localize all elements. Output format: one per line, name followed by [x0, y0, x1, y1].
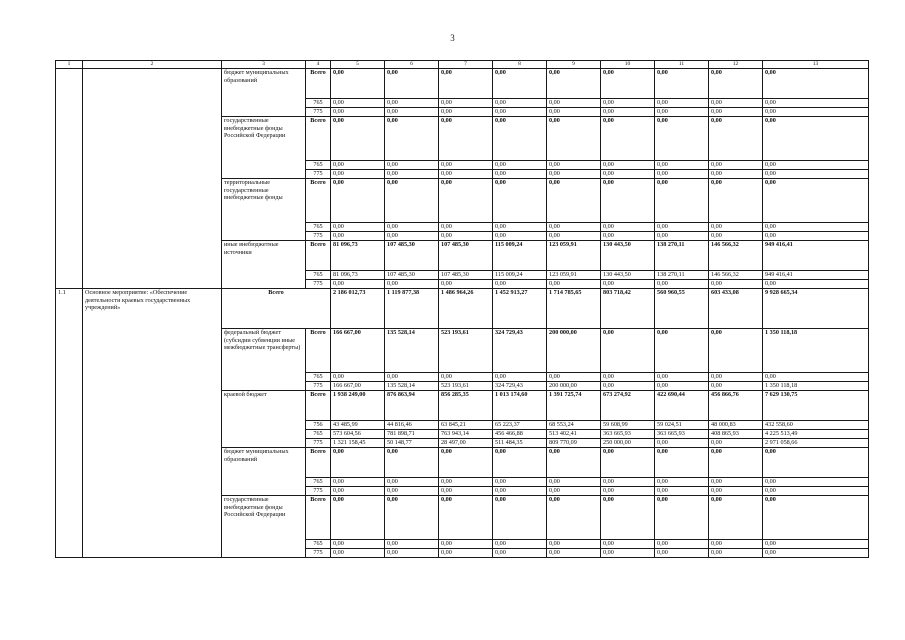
- amount-cell: 0,00: [655, 99, 709, 108]
- amount-cell: 363 665,93: [655, 430, 709, 439]
- amount-cell: 0,00: [763, 117, 869, 161]
- amount-cell: 0,00: [601, 117, 655, 161]
- budget-code-cell: 765: [306, 540, 331, 549]
- amount-cell: 166 667,00: [331, 382, 385, 391]
- amount-cell: 0,00: [601, 540, 655, 549]
- budget-code-cell: Всего: [306, 329, 331, 373]
- budget-code-cell: Всего: [306, 496, 331, 540]
- amount-cell: 560 960,55: [655, 289, 709, 329]
- amount-cell: 0,00: [601, 329, 655, 373]
- amount-cell: 0,00: [385, 280, 439, 289]
- amount-cell: 0,00: [547, 69, 601, 99]
- amount-cell: 1 938 249,00: [331, 391, 385, 421]
- budget-code-cell: Всего: [306, 241, 331, 271]
- budget-code-cell: Всего: [306, 179, 331, 223]
- column-number-header: 2: [83, 61, 222, 69]
- amount-cell: 0,00: [331, 223, 385, 232]
- amount-cell: 0,00: [331, 170, 385, 179]
- amount-cell: 432 558,60: [763, 421, 869, 430]
- budget-code-cell: 756: [306, 421, 331, 430]
- budget-code-cell: 775: [306, 280, 331, 289]
- amount-cell: 0,00: [331, 179, 385, 223]
- amount-cell: 123 059,91: [547, 241, 601, 271]
- amount-cell: 876 863,94: [385, 391, 439, 421]
- amount-cell: 0,00: [763, 99, 869, 108]
- funding-source-cell: бюджет муниципальных образований: [222, 69, 306, 117]
- budget-code-cell: 765: [306, 373, 331, 382]
- amount-cell: 0,00: [331, 69, 385, 99]
- budget-code-cell: 765: [306, 99, 331, 108]
- amount-cell: 0,00: [709, 232, 763, 241]
- amount-cell: 0,00: [493, 117, 547, 161]
- amount-cell: 0,00: [547, 223, 601, 232]
- amount-cell: 0,00: [547, 448, 601, 478]
- amount-cell: 0,00: [709, 329, 763, 373]
- amount-cell: 138 270,11: [655, 271, 709, 280]
- amount-cell: 673 274,92: [601, 391, 655, 421]
- amount-cell: 107 485,30: [439, 271, 493, 280]
- amount-cell: 0,00: [439, 487, 493, 496]
- amount-cell: 0,00: [493, 540, 547, 549]
- amount-cell: 856 285,35: [439, 391, 493, 421]
- amount-cell: 456 866,76: [709, 391, 763, 421]
- event-total-label: Всего: [222, 289, 331, 329]
- amount-cell: 0,00: [439, 373, 493, 382]
- amount-cell: 0,00: [493, 69, 547, 99]
- amount-cell: 0,00: [709, 540, 763, 549]
- amount-cell: 0,00: [331, 108, 385, 117]
- amount-cell: 0,00: [385, 108, 439, 117]
- amount-cell: 0,00: [763, 487, 869, 496]
- amount-cell: 0,00: [601, 373, 655, 382]
- funding-source-cell: федеральный бюджет (субсидии субвенции иные межбюджетные трансферты): [222, 329, 306, 391]
- amount-cell: 0,00: [439, 179, 493, 223]
- amount-cell: 0,00: [331, 478, 385, 487]
- amount-cell: 0,00: [655, 448, 709, 478]
- amount-cell: 0,00: [655, 108, 709, 117]
- amount-cell: 803 718,42: [601, 289, 655, 329]
- amount-cell: 50 148,77: [385, 439, 439, 448]
- amount-cell: 0,00: [763, 69, 869, 99]
- amount-cell: 0,00: [655, 373, 709, 382]
- budget-table: [55, 60, 869, 558]
- amount-cell: 0,00: [385, 69, 439, 99]
- amount-cell: 949 416,41: [763, 271, 869, 280]
- amount-cell: 0,00: [601, 232, 655, 241]
- amount-cell: 0,00: [439, 448, 493, 478]
- amount-cell: 0,00: [655, 549, 709, 558]
- amount-cell: 0,00: [601, 99, 655, 108]
- amount-cell: 0,00: [709, 108, 763, 117]
- page-number: 3: [450, 33, 455, 43]
- amount-cell: 2 186 012,73: [331, 289, 385, 329]
- amount-cell: 0,00: [709, 373, 763, 382]
- budget-code-cell: 765: [306, 478, 331, 487]
- amount-cell: 28 497,00: [439, 439, 493, 448]
- budget-code-cell: 765: [306, 161, 331, 170]
- amount-cell: 0,00: [547, 232, 601, 241]
- amount-cell: 324 729,43: [493, 382, 547, 391]
- amount-cell: 0,00: [547, 540, 601, 549]
- amount-cell: 166 667,00: [331, 329, 385, 373]
- column-number-header: 4: [306, 61, 331, 69]
- amount-cell: 0,00: [763, 179, 869, 223]
- amount-cell: 0,00: [439, 280, 493, 289]
- amount-cell: 0,00: [709, 478, 763, 487]
- amount-cell: 0,00: [601, 478, 655, 487]
- amount-cell: 0,00: [763, 540, 869, 549]
- amount-cell: 4 225 513,49: [763, 430, 869, 439]
- amount-cell: 0,00: [331, 487, 385, 496]
- amount-cell: 0,00: [385, 170, 439, 179]
- amount-cell: 43 485,99: [331, 421, 385, 430]
- amount-cell: 138 270,11: [655, 241, 709, 271]
- amount-cell: 573 604,56: [331, 430, 385, 439]
- amount-cell: 130 443,50: [601, 271, 655, 280]
- amount-cell: 456 466,88: [493, 430, 547, 439]
- amount-cell: 0,00: [601, 108, 655, 117]
- amount-cell: 0,00: [331, 448, 385, 478]
- budget-code-cell: 765: [306, 430, 331, 439]
- amount-cell: 0,00: [493, 487, 547, 496]
- amount-cell: 0,00: [655, 170, 709, 179]
- amount-cell: 146 566,32: [709, 271, 763, 280]
- amount-cell: 0,00: [385, 478, 439, 487]
- column-number-header: 3: [222, 61, 306, 69]
- amount-cell: 1 452 913,27: [493, 289, 547, 329]
- amount-cell: 59 024,51: [655, 421, 709, 430]
- amount-cell: 0,00: [385, 487, 439, 496]
- amount-cell: 0,00: [439, 117, 493, 161]
- amount-cell: 0,00: [709, 439, 763, 448]
- amount-cell: 0,00: [655, 223, 709, 232]
- amount-cell: 48 000,83: [709, 421, 763, 430]
- amount-cell: 0,00: [709, 179, 763, 223]
- amount-cell: 0,00: [763, 478, 869, 487]
- amount-cell: 0,00: [709, 280, 763, 289]
- amount-cell: 0,00: [709, 382, 763, 391]
- amount-cell: 0,00: [385, 496, 439, 540]
- amount-cell: 763 943,14: [439, 430, 493, 439]
- amount-cell: 0,00: [709, 99, 763, 108]
- table-row: [56, 69, 869, 99]
- amount-cell: 0,00: [601, 280, 655, 289]
- amount-cell: 1 119 877,38: [385, 289, 439, 329]
- amount-cell: 0,00: [331, 496, 385, 540]
- amount-cell: 0,00: [385, 232, 439, 241]
- amount-cell: 0,00: [547, 496, 601, 540]
- amount-cell: 363 665,93: [601, 430, 655, 439]
- budget-code-cell: Всего: [306, 448, 331, 478]
- amount-cell: 0,00: [385, 179, 439, 223]
- amount-cell: 513 402,41: [547, 430, 601, 439]
- funding-source-cell: бюджет муниципальных образований: [222, 448, 306, 496]
- amount-cell: 250 000,00: [601, 439, 655, 448]
- budget-code-cell: Всего: [306, 69, 331, 99]
- budget-code-cell: 775: [306, 549, 331, 558]
- amount-cell: 200 000,00: [547, 329, 601, 373]
- amount-cell: 0,00: [385, 99, 439, 108]
- amount-cell: 1 321 158,45: [331, 439, 385, 448]
- amount-cell: 0,00: [655, 280, 709, 289]
- amount-cell: 0,00: [547, 170, 601, 179]
- amount-cell: 0,00: [439, 108, 493, 117]
- amount-cell: 0,00: [439, 496, 493, 540]
- amount-cell: 0,00: [547, 179, 601, 223]
- amount-cell: 0,00: [493, 549, 547, 558]
- amount-cell: 0,00: [547, 373, 601, 382]
- amount-cell: 0,00: [709, 161, 763, 170]
- amount-cell: 81 096,73: [331, 271, 385, 280]
- amount-cell: 146 566,32: [709, 241, 763, 271]
- amount-cell: 68 553,24: [547, 421, 601, 430]
- amount-cell: 0,00: [601, 382, 655, 391]
- amount-cell: 949 416,41: [763, 241, 869, 271]
- amount-cell: 135 528,14: [385, 382, 439, 391]
- amount-cell: 0,00: [439, 540, 493, 549]
- amount-cell: 0,00: [601, 487, 655, 496]
- amount-cell: 0,00: [709, 69, 763, 99]
- amount-cell: 0,00: [493, 99, 547, 108]
- budget-code-cell: Всего: [306, 391, 331, 421]
- amount-cell: 0,00: [547, 161, 601, 170]
- amount-cell: 107 485,30: [439, 241, 493, 271]
- amount-cell: 81 096,73: [331, 241, 385, 271]
- amount-cell: 0,00: [709, 117, 763, 161]
- column-number-header: 13: [763, 61, 869, 69]
- amount-cell: 0,00: [763, 108, 869, 117]
- amount-cell: 0,00: [493, 108, 547, 117]
- funding-source-cell: краевой бюджет: [222, 391, 306, 448]
- amount-cell: 0,00: [439, 549, 493, 558]
- event-name-cell: Основное мероприятие: «Обеспечение деятельности краевых государственных учреждений»: [83, 289, 222, 558]
- amount-cell: 0,00: [547, 99, 601, 108]
- amount-cell: 0,00: [331, 161, 385, 170]
- amount-cell: 0,00: [601, 161, 655, 170]
- amount-cell: 0,00: [439, 99, 493, 108]
- amount-cell: 130 443,50: [601, 241, 655, 271]
- amount-cell: 0,00: [493, 161, 547, 170]
- budget-code-cell: Всего: [306, 117, 331, 161]
- amount-cell: 0,00: [655, 329, 709, 373]
- amount-cell: 59 608,99: [601, 421, 655, 430]
- amount-cell: 0,00: [601, 549, 655, 558]
- amount-cell: 0,00: [547, 549, 601, 558]
- budget-code-cell: 775: [306, 232, 331, 241]
- amount-cell: 0,00: [331, 232, 385, 241]
- amount-cell: 0,00: [763, 170, 869, 179]
- column-number-row: [56, 61, 869, 69]
- amount-cell: 0,00: [385, 161, 439, 170]
- amount-cell: 115 009,24: [493, 241, 547, 271]
- amount-cell: 135 528,14: [385, 329, 439, 373]
- amount-cell: 0,00: [439, 170, 493, 179]
- amount-cell: 0,00: [547, 478, 601, 487]
- funding-source-cell: территориальные государственные внебюджетные фонды: [222, 179, 306, 241]
- amount-cell: 603 433,08: [709, 289, 763, 329]
- amount-cell: 0,00: [655, 69, 709, 99]
- amount-cell: 0,00: [709, 170, 763, 179]
- column-number-header: 12: [709, 61, 763, 69]
- amount-cell: 0,00: [493, 232, 547, 241]
- amount-cell: 0,00: [547, 280, 601, 289]
- amount-cell: 408 865,93: [709, 430, 763, 439]
- amount-cell: 0,00: [709, 223, 763, 232]
- amount-cell: 0,00: [493, 179, 547, 223]
- funding-source-cell: государственные внебюджетные фонды Российской Федерации: [222, 117, 306, 179]
- amount-cell: 0,00: [439, 232, 493, 241]
- amount-cell: 0,00: [547, 117, 601, 161]
- column-number-header: 7: [439, 61, 493, 69]
- amount-cell: 324 729,43: [493, 329, 547, 373]
- amount-cell: 0,00: [439, 69, 493, 99]
- amount-cell: 0,00: [655, 496, 709, 540]
- amount-cell: 0,00: [331, 280, 385, 289]
- event-total-row: [56, 289, 869, 329]
- amount-cell: 0,00: [655, 161, 709, 170]
- amount-cell: 0,00: [601, 170, 655, 179]
- amount-cell: 0,00: [331, 99, 385, 108]
- event-number-cell: 1.1: [56, 289, 83, 558]
- budget-code-cell: 775: [306, 170, 331, 179]
- amount-cell: 0,00: [709, 549, 763, 558]
- amount-cell: 115 009,24: [493, 271, 547, 280]
- amount-cell: 1 714 785,65: [547, 289, 601, 329]
- amount-cell: 0,00: [763, 549, 869, 558]
- amount-cell: 0,00: [493, 373, 547, 382]
- amount-cell: 0,00: [763, 223, 869, 232]
- amount-cell: 1 391 725,74: [547, 391, 601, 421]
- amount-cell: 0,00: [331, 373, 385, 382]
- amount-cell: 0,00: [655, 540, 709, 549]
- amount-cell: 0,00: [385, 373, 439, 382]
- amount-cell: 44 816,46: [385, 421, 439, 430]
- amount-cell: 0,00: [439, 161, 493, 170]
- amount-cell: 1 350 118,18: [763, 329, 869, 373]
- amount-cell: 200 000,00: [547, 382, 601, 391]
- column-number-header: 10: [601, 61, 655, 69]
- amount-cell: 0,00: [493, 170, 547, 179]
- amount-cell: 0,00: [601, 69, 655, 99]
- amount-cell: 0,00: [547, 487, 601, 496]
- amount-cell: 0,00: [385, 223, 439, 232]
- column-number-header: 9: [547, 61, 601, 69]
- budget-code-cell: 765: [306, 271, 331, 280]
- amount-cell: 0,00: [331, 549, 385, 558]
- amount-cell: 0,00: [601, 223, 655, 232]
- amount-cell: 0,00: [709, 448, 763, 478]
- amount-cell: 0,00: [385, 448, 439, 478]
- amount-cell: 0,00: [385, 117, 439, 161]
- amount-cell: 107 485,30: [385, 271, 439, 280]
- amount-cell: 0,00: [331, 540, 385, 549]
- amount-cell: 0,00: [493, 223, 547, 232]
- amount-cell: 0,00: [601, 448, 655, 478]
- amount-cell: 107 485,30: [385, 241, 439, 271]
- amount-cell: 0,00: [601, 179, 655, 223]
- amount-cell: 0,00: [763, 280, 869, 289]
- amount-cell: 809 770,09: [547, 439, 601, 448]
- amount-cell: 0,00: [385, 540, 439, 549]
- budget-code-cell: 765: [306, 223, 331, 232]
- amount-cell: 1 486 964,26: [439, 289, 493, 329]
- amount-cell: 0,00: [655, 179, 709, 223]
- amount-cell: 0,00: [763, 161, 869, 170]
- amount-cell: 0,00: [709, 496, 763, 540]
- amount-cell: 0,00: [763, 232, 869, 241]
- amount-cell: 7 629 130,75: [763, 391, 869, 421]
- amount-cell: 0,00: [601, 496, 655, 540]
- budget-code-cell: 775: [306, 382, 331, 391]
- amount-cell: 523 193,61: [439, 329, 493, 373]
- column-number-header: 11: [655, 61, 709, 69]
- budget-code-cell: 775: [306, 487, 331, 496]
- amount-cell: 0,00: [493, 478, 547, 487]
- amount-cell: 0,00: [763, 448, 869, 478]
- amount-cell: 511 484,35: [493, 439, 547, 448]
- event-number-cell: [56, 69, 83, 289]
- amount-cell: 0,00: [655, 117, 709, 161]
- amount-cell: 63 845,21: [439, 421, 493, 430]
- budget-code-cell: 775: [306, 108, 331, 117]
- column-number-header: 6: [385, 61, 439, 69]
- amount-cell: 0,00: [439, 478, 493, 487]
- budget-code-cell: 775: [306, 439, 331, 448]
- amount-cell: 9 928 665,34: [763, 289, 869, 329]
- amount-cell: 0,00: [655, 232, 709, 241]
- column-number-header: 1: [56, 61, 83, 69]
- amount-cell: 0,00: [655, 382, 709, 391]
- amount-cell: 2 971 058,66: [763, 439, 869, 448]
- amount-cell: 0,00: [709, 487, 763, 496]
- amount-cell: 0,00: [655, 487, 709, 496]
- amount-cell: 1 350 118,18: [763, 382, 869, 391]
- amount-cell: 0,00: [655, 439, 709, 448]
- amount-cell: 123 059,91: [547, 271, 601, 280]
- amount-cell: 0,00: [439, 223, 493, 232]
- amount-cell: 0,00: [493, 448, 547, 478]
- amount-cell: 0,00: [493, 280, 547, 289]
- event-name-cell: [83, 69, 222, 289]
- amount-cell: 781 898,71: [385, 430, 439, 439]
- amount-cell: 422 690,44: [655, 391, 709, 421]
- amount-cell: 0,00: [331, 117, 385, 161]
- funding-source-cell: государственные внебюджетные фонды Российской Федерации: [222, 496, 306, 558]
- amount-cell: 65 223,37: [493, 421, 547, 430]
- amount-cell: 0,00: [493, 496, 547, 540]
- amount-cell: 0,00: [655, 478, 709, 487]
- amount-cell: 0,00: [763, 373, 869, 382]
- amount-cell: 0,00: [385, 549, 439, 558]
- amount-cell: 1 013 174,60: [493, 391, 547, 421]
- amount-cell: 523 193,61: [439, 382, 493, 391]
- column-number-header: 8: [493, 61, 547, 69]
- amount-cell: 0,00: [763, 496, 869, 540]
- column-number-header: 5: [331, 61, 385, 69]
- amount-cell: 0,00: [547, 108, 601, 117]
- funding-source-cell: иные внебюджетные источники: [222, 241, 306, 289]
